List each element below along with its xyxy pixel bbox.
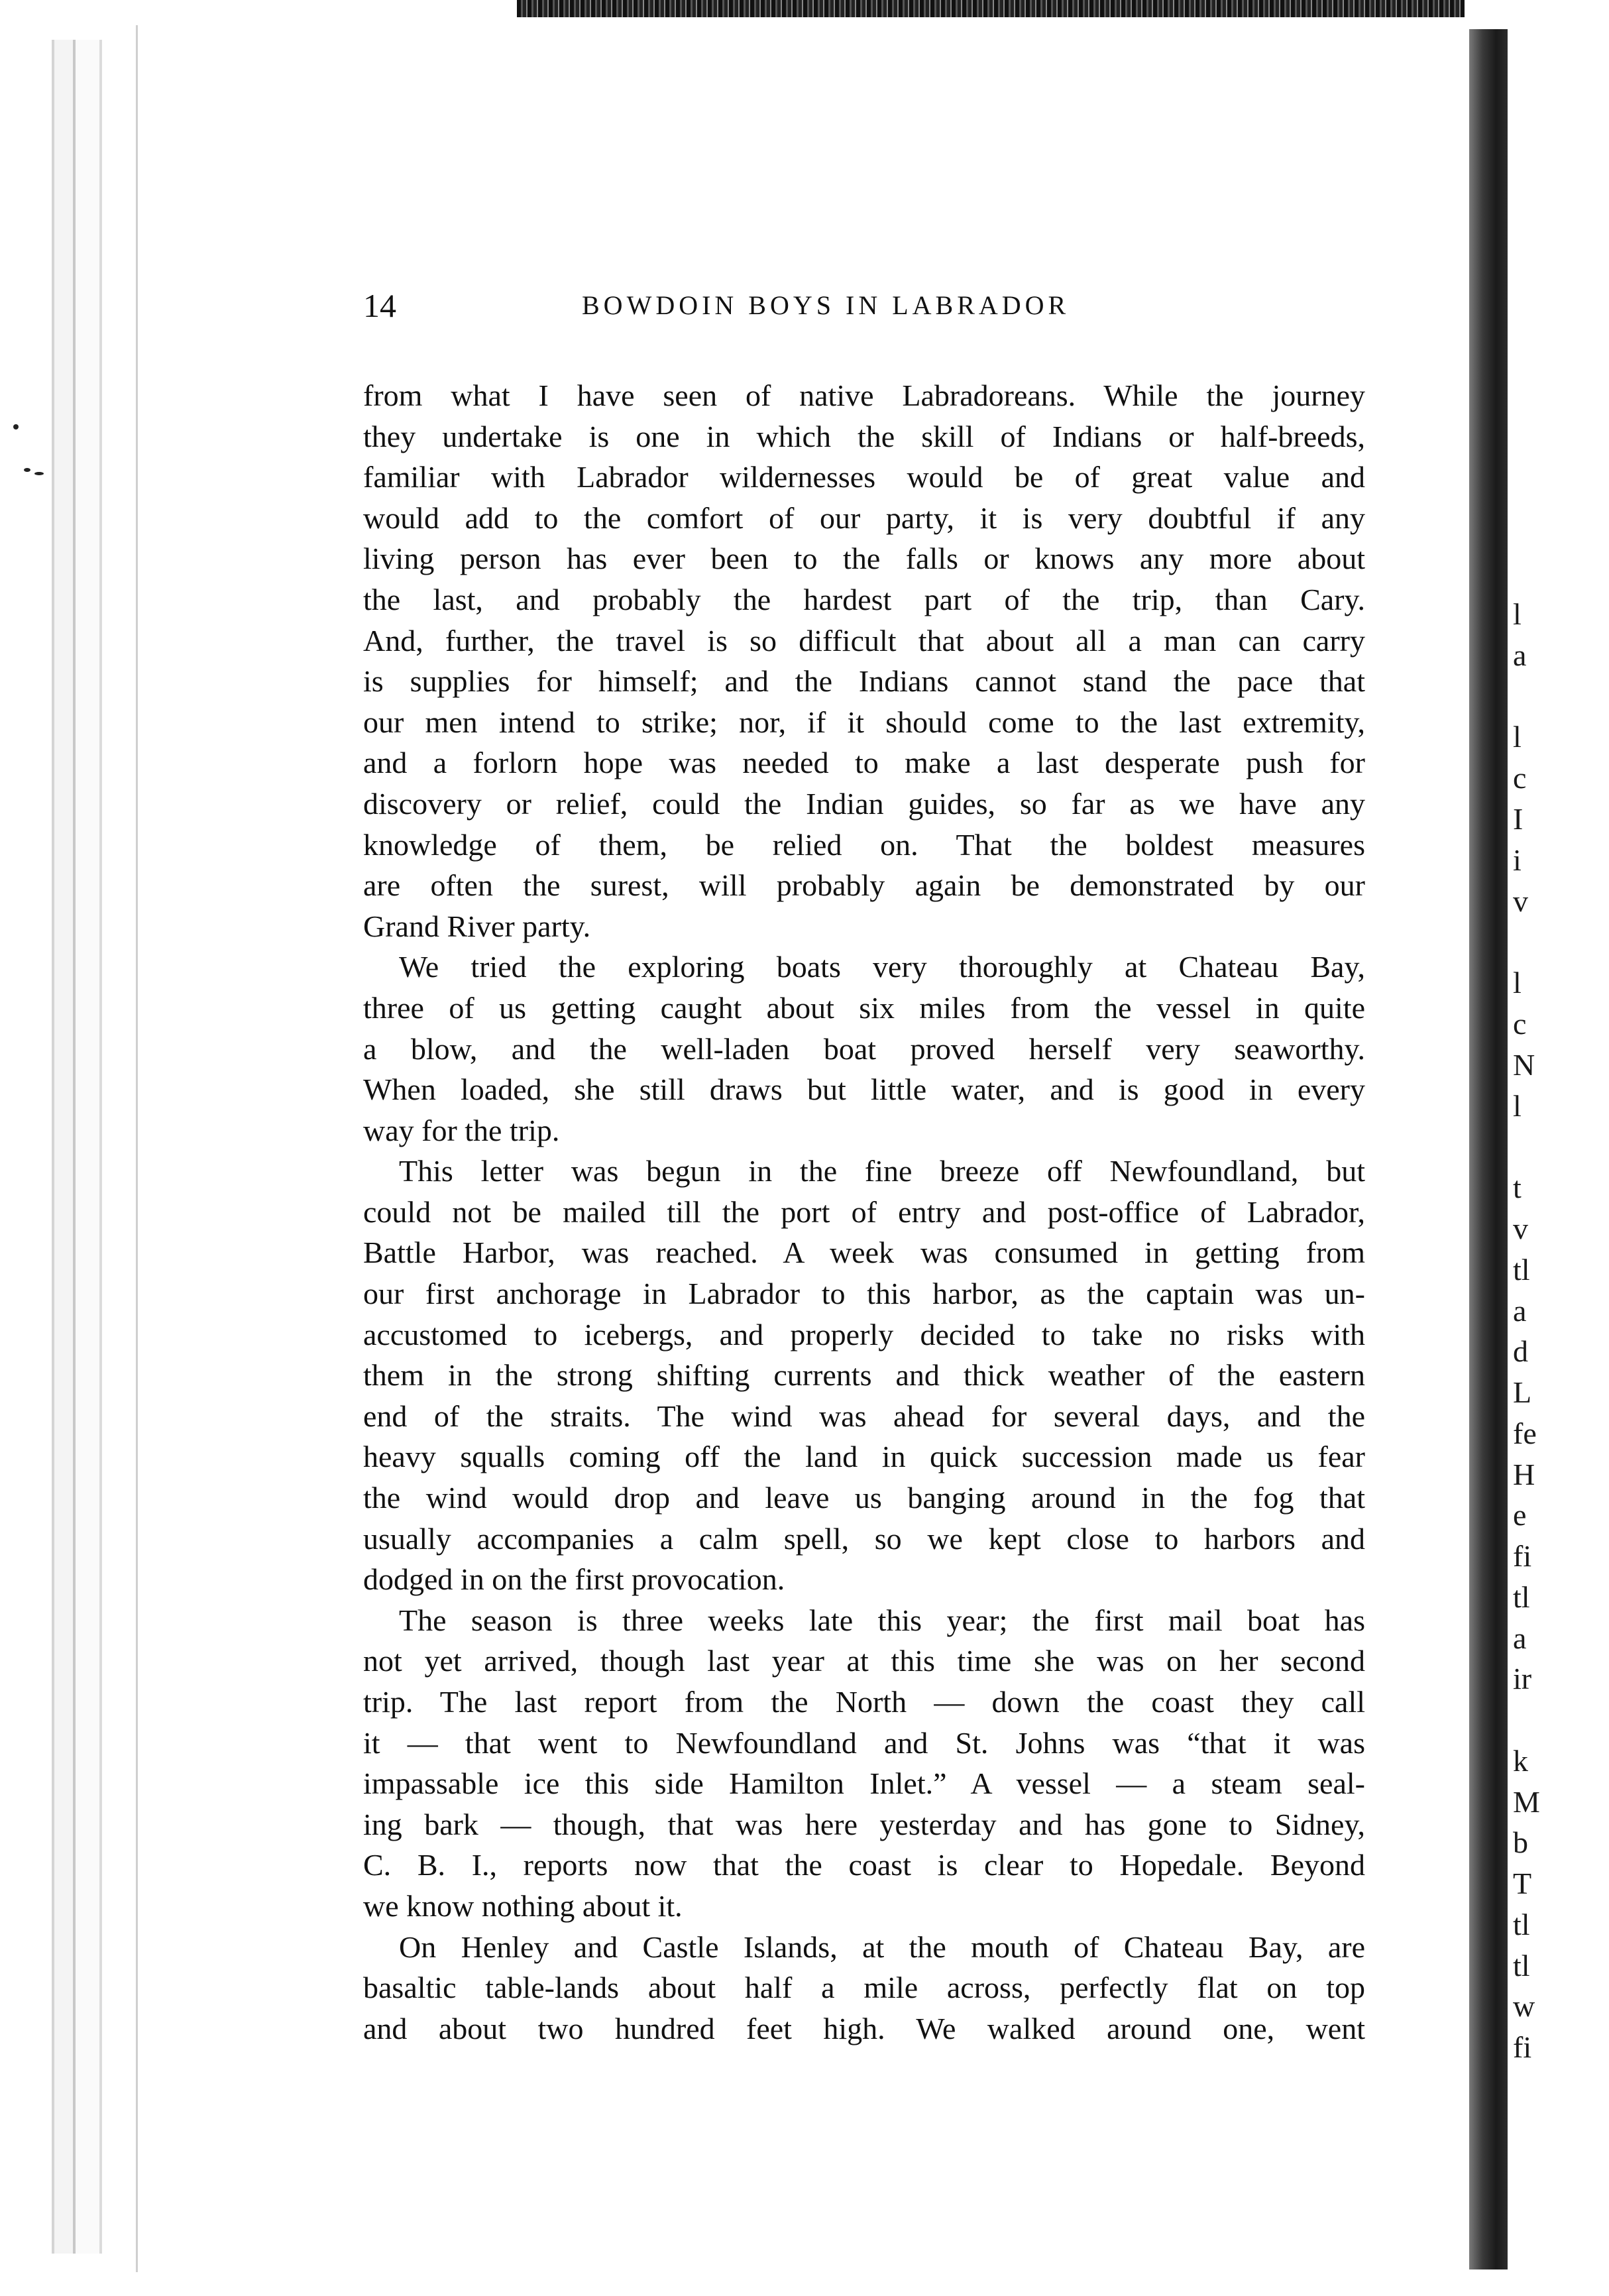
text-line: they undertake is one in which the skill of Indians or half-breeds, bbox=[363, 419, 1365, 453]
text-line: We tried the exploring boats very thoroughly at Chateau Bay, bbox=[399, 950, 1365, 984]
facing-page-fragment: L bbox=[1513, 1375, 1532, 1409]
binding-shadow bbox=[1469, 29, 1508, 2269]
text-line: The season is three weeks late this year; the first mail boat has bbox=[399, 1603, 1365, 1637]
facing-page bbox=[1508, 27, 1609, 2280]
text-line: would add to the comfort of our party, it is very doubtful if any bbox=[363, 500, 1365, 535]
text-line: three of us getting caught about six miles from the vessel in quite bbox=[363, 990, 1365, 1025]
facing-page-fragment: M bbox=[1513, 1785, 1540, 1819]
text-line: ing bark — though, that was here yesterday and has gone to Sidney, bbox=[363, 1807, 1365, 1841]
text-line: accustomed to icebergs, and properly decided to take no risks with bbox=[363, 1317, 1365, 1351]
stray-margin-mark bbox=[13, 424, 19, 430]
text-line: impassable ice this side Hamilton Inlet.” A vessel — a steam seal- bbox=[363, 1766, 1365, 1801]
facing-page-fragment: T bbox=[1513, 1866, 1532, 1900]
body-text bbox=[363, 375, 1365, 2049]
facing-page-fragment: tl bbox=[1513, 1949, 1530, 1982]
facing-page-fragment: b bbox=[1513, 1825, 1528, 1859]
text-line: And, further, the travel is so difficult that about all a man can carry bbox=[363, 623, 1365, 658]
facing-page-fragment: a bbox=[1513, 638, 1527, 672]
text-line: usually accompanies a calm spell, so we kept close to harbors and bbox=[363, 1521, 1365, 1556]
facing-page-fragment: w bbox=[1513, 1989, 1535, 2023]
facing-page-fragment: l bbox=[1513, 1089, 1522, 1123]
text-line: we know nothing about it. bbox=[363, 1888, 683, 1923]
text-line: is supplies for himself; and the Indians cannot stand the pace that bbox=[363, 664, 1365, 699]
text-line: our first anchorage in Labrador to this harbor, as the captain was un- bbox=[363, 1277, 1365, 1311]
running-head bbox=[363, 282, 1372, 329]
facing-page-fragment: k bbox=[1513, 1744, 1528, 1778]
page-number: 14 bbox=[363, 287, 396, 324]
text-line: living person has ever been to the falls or knows any more about bbox=[363, 542, 1365, 576]
facing-page-fragment: l bbox=[1513, 597, 1522, 631]
text-line: and about two hundred feet high. We walked around one, went bbox=[363, 2011, 1365, 2045]
text-line: On Henley and Castle Islands, at the mouth of Chateau Bay, are bbox=[399, 1929, 1365, 1964]
facing-page-fragment: v bbox=[1513, 1212, 1528, 1245]
facing-page-fragment: l bbox=[1513, 966, 1522, 1000]
text-line: heavy squalls coming off the land in quick succession made us fear bbox=[363, 1440, 1365, 1474]
text-line: could not be mailed till the port of entry and post-office of Labrador, bbox=[363, 1194, 1365, 1229]
facing-page-fragment: e bbox=[1513, 1498, 1527, 1532]
text-line: When loaded, she still draws but little water, and is good in every bbox=[363, 1072, 1365, 1107]
text-line: basaltic table-lands about half a mile across, perfectly flat on top bbox=[363, 1971, 1365, 2005]
facing-page-fragment: tl bbox=[1513, 1580, 1530, 1614]
text-line: a blow, and the well-laden boat proved herself very seaworthy. bbox=[363, 1031, 1365, 1066]
text-line: dodged in on the first provocation. bbox=[363, 1562, 785, 1597]
left-page-edges bbox=[46, 40, 146, 2254]
running-title: BOWDOIN BOYS IN LABRADOR bbox=[582, 290, 1070, 320]
text-line: not yet arrived, though last year at this time she was on her second bbox=[363, 1644, 1365, 1678]
text-line: from what I have seen of native Labradoreans. While the journey bbox=[363, 378, 1365, 412]
text-line: way for the trip. bbox=[363, 1113, 560, 1147]
facing-page-fragment: i bbox=[1513, 843, 1522, 877]
text-line: are often the surest, will probably again be demonstrated by our bbox=[363, 868, 1365, 903]
text-line: familiar with Labrador wildernesses would be of great value and bbox=[363, 460, 1365, 494]
text-line: C. B. I., reports now that the coast is clear to Hopedale. Beyond bbox=[363, 1848, 1365, 1882]
facing-page-fragment: l bbox=[1513, 720, 1522, 754]
text-line: knowledge of them, be relied on. That the boldest measures bbox=[363, 827, 1365, 862]
facing-page-fragment: c bbox=[1513, 761, 1527, 795]
facing-page-fragment: a bbox=[1513, 1621, 1527, 1655]
text-line: the last, and probably the hardest part of the trip, than Cary. bbox=[363, 582, 1365, 616]
stray-margin-mark bbox=[34, 472, 44, 475]
facing-page-fragment: tl bbox=[1513, 1908, 1530, 1941]
text-line: the wind would drop and leave us banging around in the fog that bbox=[363, 1481, 1365, 1515]
facing-page-fragment: d bbox=[1513, 1334, 1528, 1368]
facing-page-fragment: tl bbox=[1513, 1253, 1530, 1287]
facing-page-fragment: fe bbox=[1513, 1416, 1537, 1450]
text-line: Grand River party. bbox=[363, 909, 591, 943]
text-line: Battle Harbor, was reached. A week was consumed in getting from bbox=[363, 1235, 1365, 1270]
facing-page-fragment: H bbox=[1513, 1458, 1535, 1491]
facing-page-fragment: fi bbox=[1513, 1539, 1532, 1573]
text-line: This letter was begun in the fine breeze off Newfoundland, but bbox=[399, 1154, 1365, 1188]
facing-page-fragment: t bbox=[1513, 1171, 1522, 1204]
text-line: trip. The last report from the North — down the coast they call bbox=[363, 1685, 1365, 1719]
facing-page-fragment: a bbox=[1513, 1294, 1527, 1328]
text-line: and a forlorn hope was needed to make a last desperate push for bbox=[363, 746, 1365, 780]
text-line: our men intend to strike; nor, if it should come to the last extremity, bbox=[363, 705, 1365, 739]
facing-page-fragment: I bbox=[1513, 802, 1524, 836]
facing-page-fragment: fi bbox=[1513, 2030, 1532, 2064]
text-line: them in the strong shifting currents and thick weather of the eastern bbox=[363, 1358, 1365, 1393]
facing-page-fragment: v bbox=[1513, 884, 1528, 918]
text-line: discovery or relief, could the Indian guides, so far as we have any bbox=[363, 786, 1365, 821]
facing-page-fragment: c bbox=[1513, 1007, 1527, 1041]
top-scan-edge bbox=[517, 0, 1465, 17]
text-line: end of the straits. The wind was ahead for several days, and the bbox=[363, 1399, 1365, 1433]
stray-margin-mark bbox=[24, 468, 30, 472]
facing-page-fragment: ir bbox=[1513, 1662, 1532, 1695]
facing-page-fragment: N bbox=[1513, 1048, 1535, 1082]
text-line: it — that went to Newfoundland and St. Johns was “that it was bbox=[363, 1725, 1365, 1760]
